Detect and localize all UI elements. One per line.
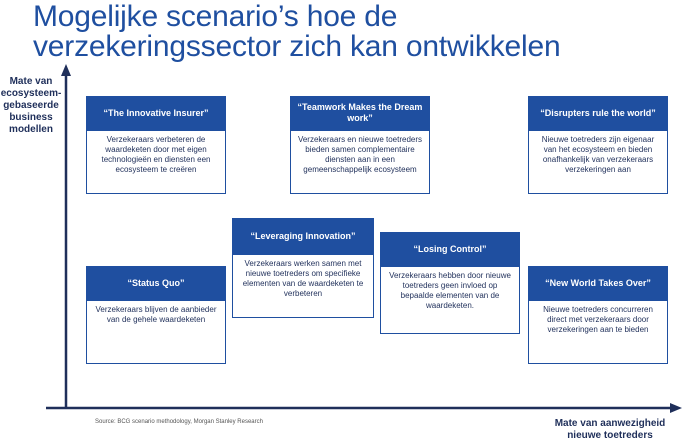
scenario-description: Verzekeraars blijven de aanbieder van de gehele waardeketen xyxy=(86,300,226,364)
scenario-description: Verzekeraars hebben door nieuwe toetreders geen invloed op bepaalde elementen van de waardeketen. xyxy=(380,266,520,334)
x-axis-label: Mate van aanwezigheid nieuwe toetreders xyxy=(554,418,666,441)
scenario-description: Nieuwe toetreders zijn eigenaar van het ecosysteem en bieden onafhankelijk van verzekeraars verzekeringen aan xyxy=(528,130,668,194)
scenario-card-innovative-insurer xyxy=(86,96,226,194)
scenario-card-disrupters xyxy=(528,96,668,194)
scenario-description: Nieuwe toetreders concurreren direct met verzekeraars door verzekeringen aan te bieden xyxy=(528,300,668,364)
scenario-card-new-world xyxy=(528,266,668,364)
scenario-title: “Losing Control” xyxy=(380,232,520,266)
scenario-description: Verzekeraars en nieuwe toetreders bieden samen complementaire diensten aan in een gemeenschappelijk ecosysteem xyxy=(290,130,430,194)
scenario-card-losing-control xyxy=(380,232,520,334)
source-note: Source: BCG scenario methodology, Morgan Stanley Research xyxy=(95,419,263,425)
scenario-title: “Disrupters rule the world” xyxy=(528,96,668,130)
y-axis-arrow xyxy=(61,64,71,76)
title-line-1: Mogelijke scenario’s hoe de xyxy=(33,0,398,33)
scenario-title: “Status Quo” xyxy=(86,266,226,300)
scenario-title: “Leveraging Innovation” xyxy=(232,218,374,254)
scenario-title: “Teamwork Makes the Dream work” xyxy=(290,96,430,130)
scenario-card-status-quo xyxy=(86,266,226,364)
scenario-description: Verzekeraars verbeteren de waardeketen door met eigen technologieën en diensten een ecosysteem te creëren xyxy=(86,130,226,194)
x-axis-arrow xyxy=(670,403,682,413)
scenario-description: Verzekeraars werken samen met nieuwe toetreders om specifieke elementen van de waardeketen te verbeteren xyxy=(232,254,374,318)
scenario-card-leveraging-innovation xyxy=(232,218,374,318)
scenario-card-teamwork xyxy=(290,96,430,194)
scenario-title: “The Innovative Insurer” xyxy=(86,96,226,130)
scenario-title: “New World Takes Over” xyxy=(528,266,668,300)
y-axis-label: Mate van ecosysteem-gebaseerde business modellen xyxy=(0,76,62,135)
title-line-2: verzekeringssector zich kan ontwikkelen xyxy=(33,30,561,63)
